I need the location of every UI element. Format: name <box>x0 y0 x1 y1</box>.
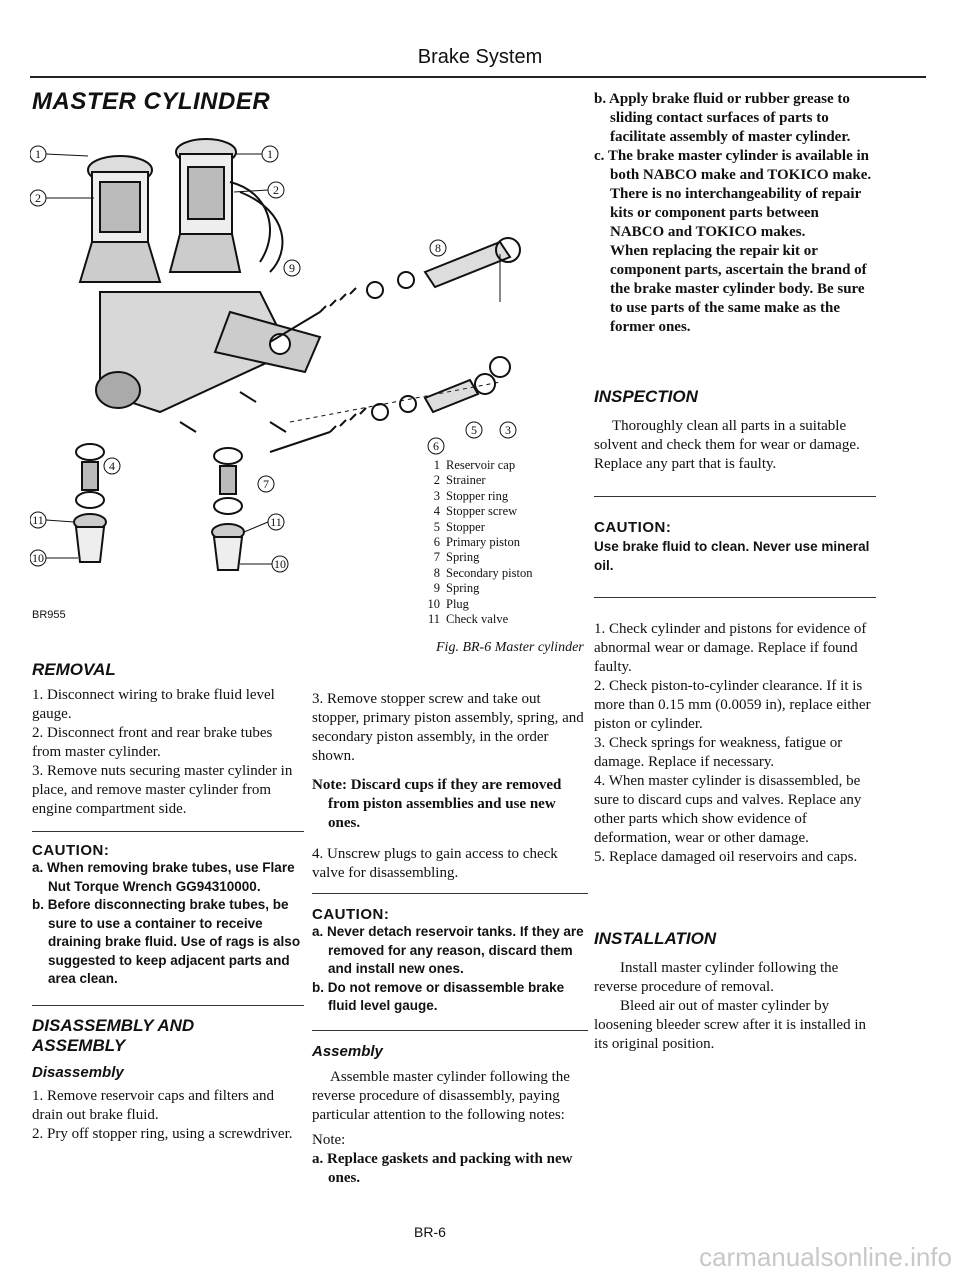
removal-step: 1. Disconnect wiring to brake fluid level gauge. <box>32 687 275 722</box>
caution-title: CAUTION: <box>594 519 672 536</box>
callout-7 <box>258 476 274 492</box>
svg-text:8: 8 <box>435 241 441 255</box>
svg-text:7: 7 <box>263 477 269 491</box>
callout-11b <box>268 514 284 530</box>
legend-item: 1 Reservoir cap <box>433 458 516 472</box>
divider <box>594 496 876 497</box>
inspection-check: 3. Check springs for weakness, fatigue or damage. Replace if necessary. <box>594 735 843 770</box>
svg-text:5: 5 <box>471 423 477 437</box>
check-valve-icon <box>74 444 106 562</box>
disassembly-step: 4. Unscrew plugs to gain access to check valve for disassembling. <box>312 846 558 881</box>
cylinder-body-icon <box>96 292 320 432</box>
note: When replacing the repair kit or component parts, ascertain the brand of the brake master cylinder body. Be sure to use parts of the same make as the former ones. <box>610 243 867 335</box>
legend-item: 9 Spring <box>433 581 480 596</box>
callout-6 <box>428 438 444 454</box>
reservoir-icon <box>80 156 160 282</box>
disassembly-step: 1. Remove reservoir caps and filters and drain out brake fluid. <box>32 1087 274 1123</box>
divider <box>32 1005 304 1006</box>
disassembly-assembly-title: DISASSEMBLY AND ASSEMBLY <box>32 1015 195 1055</box>
legend-item: 2 Strainer <box>433 473 486 488</box>
legend-item: 7 Spring <box>433 550 480 565</box>
installation-text: Bleed air out of master cylinder by loosening bleeder screw after it is installed in its original position. <box>594 998 866 1052</box>
note: a. Replace gaskets and packing with new ones. <box>312 1150 573 1186</box>
callout-8 <box>430 240 446 256</box>
figure-caption: Fig. BR-6 Master cylinder <box>436 640 584 655</box>
caution-item: b. Do not remove or disassemble brake fluid level gauge. <box>312 979 565 1013</box>
caution-item: a. When removing brake tubes, use Flare Nut Torque Wrench GG94310000. <box>32 860 295 894</box>
middle-column <box>312 690 588 1188</box>
svg-text:10: 10 <box>274 557 286 571</box>
right-column <box>594 90 876 1054</box>
svg-text:1: 1 <box>35 147 41 161</box>
svg-text:1: 1 <box>267 147 273 161</box>
page-header: Brake System <box>417 46 543 68</box>
callout-1b <box>262 146 278 162</box>
inspection-check: 2. Check piston-to-cylinder clearance. If it is more than 0.15 mm (0.0059 in), replace either piston or cylinder. <box>594 678 871 732</box>
assembly-subtitle: Assembly <box>312 1042 383 1060</box>
divider <box>594 597 876 598</box>
page-number: BR-6 <box>414 1224 446 1240</box>
note: c. The brake master cylinder is available in both NABCO make and TOKICO make. There is no interchangeability of repair kits or component parts between NABCO and TOKICO makes. <box>594 148 872 240</box>
legend-item: 8 Secondary piston <box>433 565 533 580</box>
callout-5 <box>466 422 482 438</box>
svg-text:2: 2 <box>35 191 41 205</box>
installation-text: Install master cylinder following the reverse procedure of removal. <box>594 960 839 995</box>
caution-title: CAUTION: <box>312 906 390 923</box>
inspection-check: 1. Check cylinder and pistons for evidence of abnormal wear or damage. Replace if found faulty. <box>594 621 867 675</box>
callout-10a <box>30 550 46 566</box>
divider <box>312 1030 588 1031</box>
left-column <box>32 660 304 1144</box>
divider <box>32 831 304 832</box>
svg-text:4: 4 <box>109 459 115 473</box>
installation-title: INSTALLATION <box>594 929 717 948</box>
svg-text:11: 11 <box>32 513 44 527</box>
assembly-text: Assemble master cylinder following the reverse procedure of disassembly, paying particular attention to the following notes: <box>312 1068 570 1123</box>
divider <box>312 893 588 894</box>
check-valve-icon <box>212 448 244 570</box>
legend-item: 3 Stopper ring <box>433 488 509 503</box>
figure-legend <box>424 458 532 627</box>
caution-item: a. Never detach reservoir tanks. If they are removed for any reason, discard them and install new ones. <box>312 924 584 976</box>
callout-9 <box>284 260 300 276</box>
removal-step: 2. Disconnect front and rear brake tubes from master cylinder. <box>32 725 273 760</box>
caution-text: Use brake fluid to clean. Never use mineral oil. <box>594 539 870 573</box>
legend-item: 4 Stopper screw <box>433 504 518 519</box>
disassembly-step: 3. Remove stopper screw and take out stopper, primary piston assembly, spring, and secondary piston assembly, in the order shown. <box>312 691 584 764</box>
caution-title: CAUTION: <box>32 842 110 859</box>
callout-3 <box>500 422 516 438</box>
caution-item: b. Before disconnecting brake tubes, be sure to use a container to receive draining brake fluid. Use of rags is also suggested to keep adjacent parts and area clean. <box>32 897 301 986</box>
svg-text:11: 11 <box>270 515 282 529</box>
removal-step: 3. Remove nuts securing master cylinder in place, and remove master cylinder from engine compartment side. <box>32 763 293 817</box>
legend-item: 10 Plug <box>427 596 469 611</box>
svg-text:10: 10 <box>32 551 44 565</box>
figure-code: BR955 <box>32 609 66 621</box>
callout-2a <box>30 190 46 206</box>
note: Note: Discard cups if they are removed from piston assemblies and use new ones. <box>312 777 562 831</box>
svg-text:6: 6 <box>433 439 439 453</box>
callout-10b <box>272 556 288 572</box>
callout-1a <box>30 146 46 162</box>
inspection-check: 5. Replace damaged oil reservoirs and caps. <box>594 849 858 865</box>
watermark: carmanualsonline.info <box>699 1242 952 1272</box>
legend-item: 11 Check valve <box>427 612 509 627</box>
removal-title: REMOVAL <box>32 660 116 679</box>
reservoir-icon <box>170 139 240 272</box>
svg-text:3: 3 <box>505 423 511 437</box>
legend-item: 5 Stopper <box>433 519 485 534</box>
note-label: Note: <box>312 1131 346 1148</box>
callout-4 <box>104 458 120 474</box>
svg-text:2: 2 <box>273 183 279 197</box>
disassembly-step: 2. Pry off stopper ring, using a screwdriver. <box>32 1125 293 1142</box>
inspection-check: 4. When master cylinder is disassembled, be sure to discard cups and valves. Replace any other parts which show evidence of deformation, wear or other damage. <box>594 773 862 846</box>
inspection-title: INSPECTION <box>594 387 698 406</box>
section-title: MASTER CYLINDER <box>32 88 271 115</box>
note: b. Apply brake fluid or rubber grease to sliding contact surfaces of parts to facilitate assembly of master cylinder. <box>594 91 851 145</box>
svg-text:9: 9 <box>289 261 295 275</box>
disassembly-subtitle: Disassembly <box>32 1063 124 1081</box>
legend-item: 6 Primary piston <box>433 535 520 550</box>
secondary-piston-icon <box>270 238 520 342</box>
header-rule <box>30 76 926 78</box>
inspection-text: Thoroughly clean all parts in a suitable solvent and check them for wear or damage. Replace any part that is faulty. <box>594 418 860 472</box>
callout-2b <box>268 182 284 198</box>
callout-11a <box>30 512 46 528</box>
